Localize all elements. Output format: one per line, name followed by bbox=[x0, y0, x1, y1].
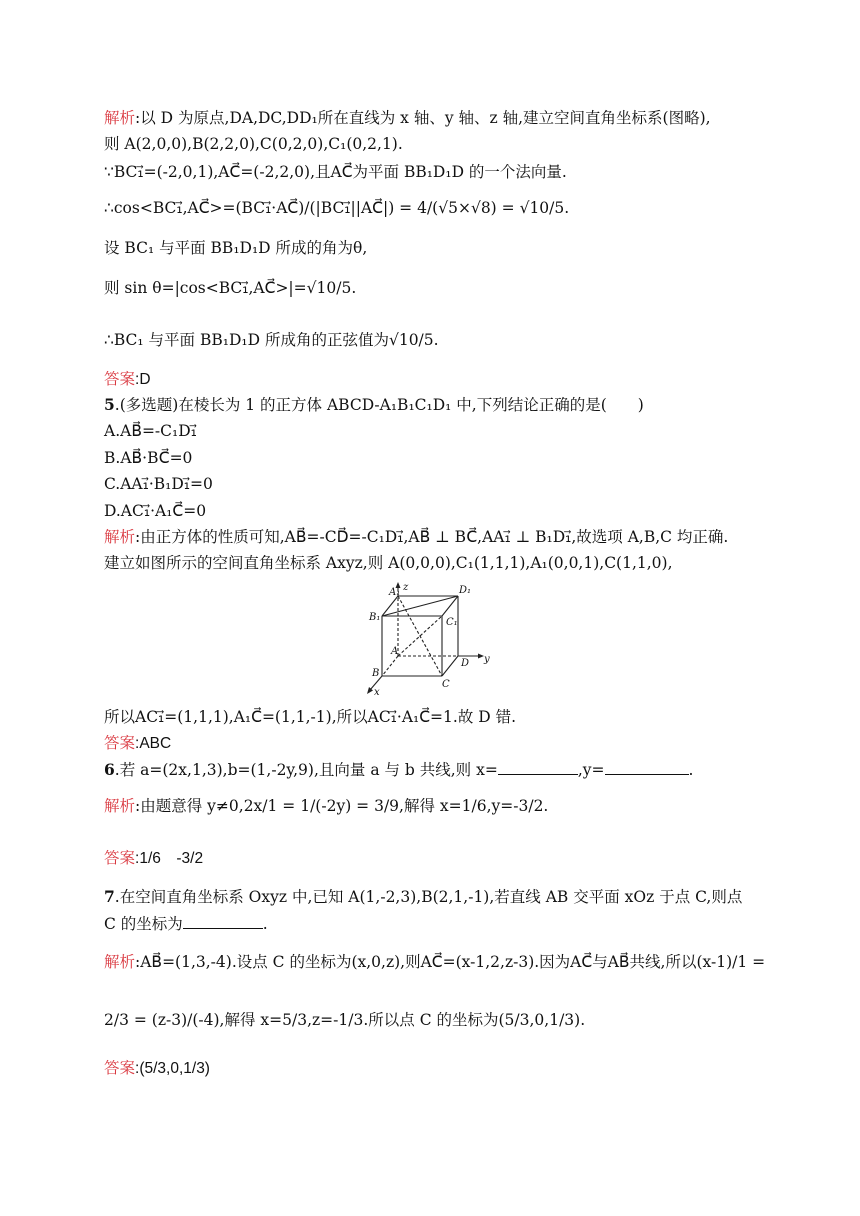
question-6 bbox=[104, 760, 693, 780]
text: 则 A(2,0,0),B(2,2,0),C(0,2,0),C₁(0,2,1). bbox=[104, 135, 403, 153]
text: ∵BC₁⃗=(-2,0,1),AC⃗=(-2,2,0),且AC⃗为平面 BB₁D₁D 的一个法向量. bbox=[104, 163, 567, 181]
answer-7 bbox=[104, 1058, 210, 1079]
text: ,y= bbox=[577, 761, 605, 779]
solution-7-line-2 bbox=[104, 1010, 585, 1030]
solution-4-line-1 bbox=[104, 108, 711, 128]
question-number: 6 bbox=[104, 760, 115, 779]
solution-5-line-2 bbox=[104, 553, 673, 573]
text: D.AC₁⃗·A₁C⃗=0 bbox=[104, 502, 207, 520]
blank-y bbox=[605, 760, 689, 775]
text: B.AB⃗·BC⃗=0 bbox=[104, 449, 193, 467]
text: :由正方体的性质可知,AB⃗=-CD⃗=-C₁D₁⃗,AB⃗ ⊥ BC⃗,AA₁⃗ ⊥ B₁D₁⃗,故选项 A,B,C 均正确. bbox=[135, 528, 729, 546]
text: :以 D 为原点,DA,DC,DD₁所在直线为 x 轴、y 轴、z 轴,建立空间直角坐标系(图略), bbox=[135, 109, 711, 127]
answer-5 bbox=[104, 733, 171, 754]
text: 所以AC₁⃗=(1,1,1),A₁C⃗=(1,1,-1),所以AC₁⃗·A₁C⃗=1.故 D 错. bbox=[104, 708, 517, 726]
question-5 bbox=[104, 395, 644, 415]
answer-label: 答案 bbox=[104, 734, 136, 752]
cube-diagram bbox=[362, 582, 498, 696]
label-a1: A₁ bbox=[389, 587, 401, 598]
question-7-line-2 bbox=[104, 914, 268, 934]
text: :ABC bbox=[135, 735, 172, 752]
label-d: D bbox=[461, 658, 470, 669]
answer-label: 答案 bbox=[104, 1059, 136, 1077]
blank-c bbox=[183, 914, 263, 929]
text: ∴BC₁ 与平面 BB₁D₁D 所成角的正弦值为√10/5. bbox=[104, 331, 439, 349]
answer-label: 答案 bbox=[104, 849, 136, 867]
solution-label: 解析 bbox=[104, 953, 136, 971]
text: 则 sin θ=|cos<BC₁⃗,AC⃗>|=√10/5. bbox=[104, 279, 357, 297]
label-z: z bbox=[403, 582, 409, 593]
diagonal-a1-c bbox=[398, 596, 442, 676]
answer-label: 答案 bbox=[104, 370, 136, 388]
question-number: 5 bbox=[104, 395, 115, 414]
label-y: y bbox=[484, 654, 490, 665]
edge-d1-c1 bbox=[442, 596, 458, 616]
solution-label: 解析 bbox=[104, 109, 136, 127]
solution-5-line-1 bbox=[104, 527, 728, 547]
text: 建立如图所示的空间直角坐标系 Axyz,则 A(0,0,0),C₁(1,1,1),A₁(0,0,1),C(1,1,0), bbox=[104, 554, 673, 572]
solution-4-line-7 bbox=[104, 330, 439, 350]
cube-figure bbox=[362, 582, 498, 700]
text: .若 a=(2x,1,3),b=(1,-2y,9),且向量 a 与 b 共线,则 x= bbox=[114, 761, 498, 779]
option-d bbox=[104, 501, 206, 521]
question-7-line-1 bbox=[104, 887, 742, 907]
diagonal-b1-d1 bbox=[382, 596, 458, 616]
label-c: C bbox=[442, 679, 450, 690]
label-c1: C₁ bbox=[446, 617, 458, 628]
solution-label: 解析 bbox=[104, 528, 136, 546]
solution-4-line-4 bbox=[104, 198, 569, 218]
solution-4-line-6 bbox=[104, 278, 356, 298]
answer-6 bbox=[104, 848, 203, 869]
edge-a-b bbox=[382, 656, 398, 676]
text: :(5/3,0,1/3) bbox=[135, 1060, 210, 1077]
text: 设 BC₁ 与平面 BB₁D₁D 所成的角为θ, bbox=[104, 239, 368, 257]
edge-a1-b1 bbox=[382, 596, 398, 616]
text: C 的坐标为 bbox=[104, 915, 183, 933]
text: .在空间直角坐标系 Oxyz 中,已知 A(1,-2,3),B(2,1,-1),若直线 AB 交平面 xOz 于点 C,则点 bbox=[114, 888, 743, 906]
solution-7-line-1 bbox=[104, 952, 765, 972]
blank-x bbox=[498, 760, 578, 775]
edge-c-d bbox=[442, 656, 458, 676]
text: A.AB⃗=-C₁D₁⃗ bbox=[104, 422, 197, 440]
label-x: x bbox=[374, 687, 380, 696]
text: 2/3 = (z-3)/(-4),解得 x=5/3,z=-1/3.所以点 C 的坐标为(5/3,0,1/3). bbox=[104, 1011, 586, 1029]
text: :D bbox=[135, 371, 151, 388]
answer-4 bbox=[104, 369, 151, 390]
text: :AB⃗=(1,3,-4).设点 C 的坐标为(x,0,z),则AC⃗=(x-1,2,z-3).因为AC⃗与AB⃗共线,所以(x-1)/1 = bbox=[135, 953, 766, 971]
question-number: 7 bbox=[104, 887, 115, 906]
solution-6 bbox=[104, 796, 548, 816]
text: ∴cos<BC₁⃗,AC⃗>=(BC₁⃗·AC⃗)/(|BC₁⃗||AC⃗|) = 4/(√5×√8) = √10/5. bbox=[104, 199, 570, 217]
label-b: B bbox=[372, 668, 380, 679]
text: :由题意得 y≠0,2x/1 = 1/(-2y) = 3/9,解得 x=1/6,y=-3/2. bbox=[135, 797, 549, 815]
text: .(多选题)在棱长为 1 的正方体 ABCD-A₁B₁C₁D₁ 中,下列结论正确的是( ) bbox=[114, 396, 644, 414]
solution-4-line-5 bbox=[104, 238, 367, 258]
label-a: A bbox=[391, 646, 399, 657]
label-b1: B₁ bbox=[369, 612, 381, 623]
solution-4-line-2 bbox=[104, 134, 403, 154]
label-d1: D₁ bbox=[459, 585, 472, 596]
text: . bbox=[262, 915, 268, 933]
text: :1/6 -3/2 bbox=[135, 850, 204, 867]
option-c bbox=[104, 474, 213, 494]
text: C.AA₁⃗·B₁D₁⃗=0 bbox=[104, 475, 213, 493]
solution-5-line-3 bbox=[104, 707, 516, 727]
option-a bbox=[104, 421, 197, 441]
solution-label: 解析 bbox=[104, 797, 136, 815]
solution-4-line-3 bbox=[104, 162, 567, 182]
text: . bbox=[688, 761, 694, 779]
option-b bbox=[104, 448, 192, 468]
